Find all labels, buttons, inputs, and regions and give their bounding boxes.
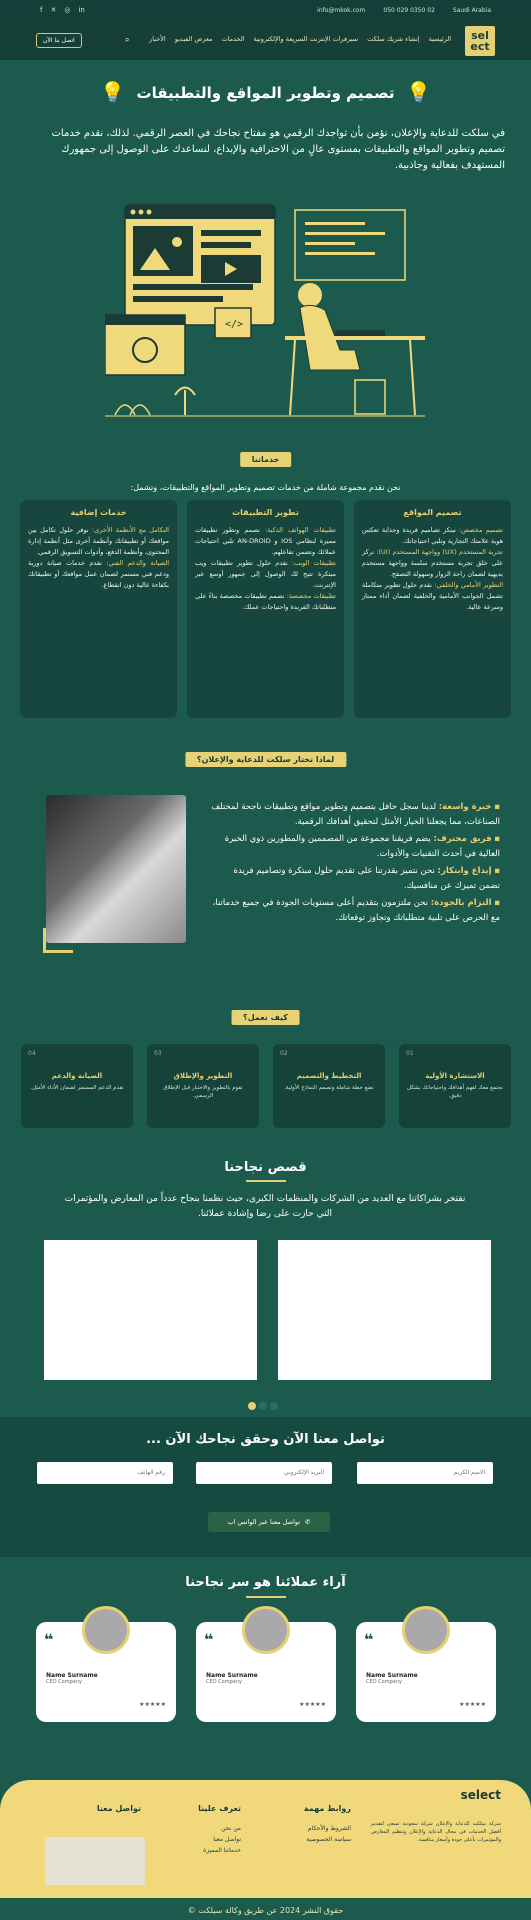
nav-home[interactable]: الرئيسية <box>428 35 451 43</box>
footer-links-col: روابط مهمة الشروط والأحكام سياسة الخصوصية <box>303 1804 351 1843</box>
footer-link[interactable]: خدماتنا المميزة <box>203 1847 241 1854</box>
navbar <box>0 22 531 60</box>
service-column-web-design: تصميم المواقع تصميم مخصص: نبتكر تصاميم فريدة وجذابة تعكس هوية علامتك التجارية وتلبي احتياجاتك. تجربة المستخدم (UX) وواجهة المستخدم (UI): نركز على خلق تجربة مستخدم سلسة وواجهة مستخدم بديهية لضمان راحة الزوار وسهولة التصفح. التطوير الأمامي والخلفي: نقدم حلول تطوير متكاملة تشمل الجوانب الأمامية والخلفية لضمان أداء ممتاز وسرعة عالية. <box>354 500 511 718</box>
list-item: ▪ إبداع وابتكار: نحن نتميز بقدرتنا على تقديم حلول مبتكرة وتصاميم فريدة تضمن تميزك عن منافسيك. <box>210 864 500 894</box>
step-card: 03 التطوير والإطلاق نقوم بالتطوير والاختبار قبل الإطلاق الرسمي. <box>147 1044 259 1128</box>
top-bar <box>0 0 531 22</box>
avatar <box>242 1606 290 1654</box>
nav-links <box>149 35 451 43</box>
developer-illustration <box>105 200 425 425</box>
star-rating: ★★★★★ <box>459 1701 486 1708</box>
footer-know-col: تعرف علينا من نحن تواصل معنا خدماتنا المميزة <box>198 1804 241 1854</box>
how-badge: كيف نعمل؟ <box>231 1010 300 1025</box>
linkedin-icon[interactable]: in <box>78 6 85 14</box>
nav-servers[interactable]: سيرفرات الإنترنت السريعة والإلكترونية <box>253 35 359 43</box>
title-underline <box>246 1180 286 1182</box>
location-map[interactable] <box>45 1837 145 1885</box>
footer-link[interactable]: من نحن <box>221 1825 241 1832</box>
search-icon[interactable]: ⌕ <box>125 35 130 44</box>
list-item: ▪ التزام بالجودة: نحن ملتزمون بتقديم أعلى مستويات الجودة في جميع خدماتنا، مع الحرص على تلبية متطلباتك وتجاوز توقعاتك. <box>210 896 500 926</box>
stories-paragraph: نفتخر بشراكاتنا مع العديد من الشركات والمنظمات الكبرى، حيث نظمنا بنجاح عدداً من المعارض والمؤتمرات التي حازت على رضا وإشادة عملائنا. <box>64 1194 466 1219</box>
lightbulb-icon-left: 💡 <box>100 80 125 104</box>
title-underline <box>246 1596 286 1598</box>
hero-title: تصميم وتطوير المواقع والتطبيقات <box>136 84 395 102</box>
nav-videos[interactable]: معرض الفيديو <box>174 35 213 43</box>
copyright-text: حقوق النشر 2024 عن طريق وكالة سيلكت © <box>187 1906 344 1915</box>
service-column-extra: خدمات إضافية التكامل مع الأنظمة الأخرى: نوفر حلول تكامل بين مواقعك أو تطبيقاتك وأنظمة أخرى مثل أنظمة إدارة المحتوى، وأنظمة الدفع، وأدوات التسويق الرقمي. الصيانة والدعم الفني: نقدم خدمات صيانة دورية ودعم فني مستمر لضمان عمل مواقعك أو تطبيقاتك بكفاءة عالية دون انقطاع. <box>20 500 177 718</box>
whatsapp-icon: ✆ <box>305 1518 311 1526</box>
footer-about: شركة سلكت للدعاية والإعلان شركة سعودية تسعى لتقديم أفضل الخدمات في مجال الدعاية والإعلان وتنظيم المعارض والمؤتمرات بأعلى جودة وأسعار منافسة. <box>371 1821 501 1843</box>
service-column-app-dev: تطوير التطبيقات تطبيقات الهواتف الذكية: نصمم ونطور تطبيقات مميزة لنظامي IOS و AN-DROID تلبي احتياجات عملائك وتضمن تفاعلهم. تطبيقات الويب: نقدم حلول تطوير تطبيقات ويب مبتكرة تتيح لك الوصول إلى جمهور أوسع عبر الإنترنت. تطبيقات مخصصة: نصمم تطبيقات مخصصة بناءً على متطلباتك الفريدة واحتياجات عملك. <box>187 500 344 718</box>
whatsapp-button[interactable]: ✆ تواصل معنا عبر الواتس اب <box>208 1512 330 1532</box>
svg-text:</>: </> <box>225 319 244 330</box>
star-rating: ★★★★★ <box>139 1701 166 1708</box>
story-slide[interactable] <box>278 1240 491 1380</box>
photo-frame-accent <box>43 928 73 953</box>
story-slide[interactable] <box>44 1240 257 1380</box>
name-input[interactable] <box>357 1462 493 1484</box>
why-list <box>210 800 500 928</box>
hero-paragraph: في سلكت للدعاية والإعلان، نؤمن بأن تواجدك الرقمي هو مفتاح نجاحك في العصر الرقمي. لذلك، نقدم خدمات تصميم وتطوير المواقع والتطبيقات بمستوى عالٍ من الاحترافية والإبداع، لنساعدك على الوصول إلى جمهورك المستهدف بفعالية وجاذبية. <box>51 128 505 171</box>
email-text[interactable]: info@mkok.com <box>317 7 366 14</box>
avatar <box>82 1606 130 1654</box>
service-column-title: تطوير التطبيقات <box>232 508 299 517</box>
nav-news[interactable]: الأخبار <box>149 35 166 43</box>
carousel-dots <box>248 1402 278 1410</box>
testimonial-card: ❝ Name Surname CEO Company ★★★★★ <box>36 1622 176 1722</box>
services-badge: خدماتنا <box>240 452 292 467</box>
step-card: 01 الاستشارة الأولية نجتمع معك لفهم أهدافك واحتياجاتك بشكل دقيق. <box>399 1044 511 1128</box>
footer <box>0 1780 531 1898</box>
social-links <box>40 6 85 14</box>
carousel-dot[interactable] <box>259 1402 267 1410</box>
site-logo[interactable]: sel ect <box>465 26 495 56</box>
facebook-icon[interactable]: f <box>40 6 43 14</box>
lightbulb-icon-right: 💡 <box>406 80 431 104</box>
list-item: ▪ فريق محترف: يضم فريقنا مجموعة من المصممين والمطورين ذوي الخبرة العالية في أحدث التقنيات والأدوات. <box>210 832 500 862</box>
why-badge: لماذا تختار سلكت للدعاية والإعلان؟ <box>185 752 346 767</box>
footer-link[interactable]: الشروط والأحكام <box>307 1825 351 1832</box>
quote-icon: ❝ <box>204 1630 214 1649</box>
phone-text[interactable]: 050 029 0350 02 <box>383 7 435 14</box>
list-item: ▪ خبرة واسعة: لدينا سجل حافل بتصميم وتطوير مواقع وتطبيقات ناجحة لمختلف الصناعات، مما يجعلنا الخيار الأمثل لتحقيق أهدافك الرقمية. <box>210 800 500 830</box>
nav-services[interactable]: الخدمات <box>221 35 245 43</box>
email-input[interactable] <box>196 1462 332 1484</box>
avatar <box>402 1606 450 1654</box>
laptop-photo <box>46 795 186 943</box>
location-text: Saudi Arabia <box>452 7 491 14</box>
star-rating: ★★★★★ <box>299 1701 326 1708</box>
contact-title: تواصل معنا الآن وحقق نجاحك الآن ... <box>146 1432 385 1447</box>
contact-now-button[interactable]: اتصل بنا الآن <box>36 33 82 48</box>
footer-link[interactable]: سياسة الخصوصية <box>306 1836 351 1843</box>
nav-partner[interactable]: إنشاء شريك سلكت <box>367 35 420 43</box>
step-card: 04 الصيانة والدعم نقدم الدعم المستمر لضمان الأداء الأمثل. <box>21 1044 133 1128</box>
service-column-title: تصميم المواقع <box>403 508 462 517</box>
testimonial-card: ❝ Name Surname CEO Company ★★★★★ <box>356 1622 496 1722</box>
instagram-icon[interactable]: ◎ <box>64 6 71 14</box>
footer-contact-col: تواصل معنا <box>96 1804 141 1813</box>
carousel-dot[interactable] <box>270 1402 278 1410</box>
services-subtitle: نحن نقدم مجموعة شاملة من خدمات تصميم وتطوير المواقع والتطبيقات، وتشمل: <box>130 483 401 492</box>
testimonial-card: ❝ Name Surname CEO Company ★★★★★ <box>196 1622 336 1722</box>
testimonials-title: آراء عملائنا هو سر نجاحنا <box>185 1575 346 1590</box>
quote-icon: ❝ <box>364 1630 374 1649</box>
footer-link[interactable]: تواصل معنا <box>213 1836 241 1843</box>
stories-title: قصص نجاحنا <box>224 1160 307 1175</box>
quote-icon: ❝ <box>44 1630 54 1649</box>
carousel-dot[interactable] <box>248 1402 256 1410</box>
footer-logo[interactable]: select <box>460 1788 501 1802</box>
phone-input[interactable] <box>37 1462 173 1484</box>
twitter-icon[interactable]: ✕ <box>50 6 57 14</box>
step-card: 02 التخطيط والتصميم نضع خطة شاملة ونصمم النماذج الأولية. <box>273 1044 385 1128</box>
service-column-title: خدمات إضافية <box>70 508 127 517</box>
